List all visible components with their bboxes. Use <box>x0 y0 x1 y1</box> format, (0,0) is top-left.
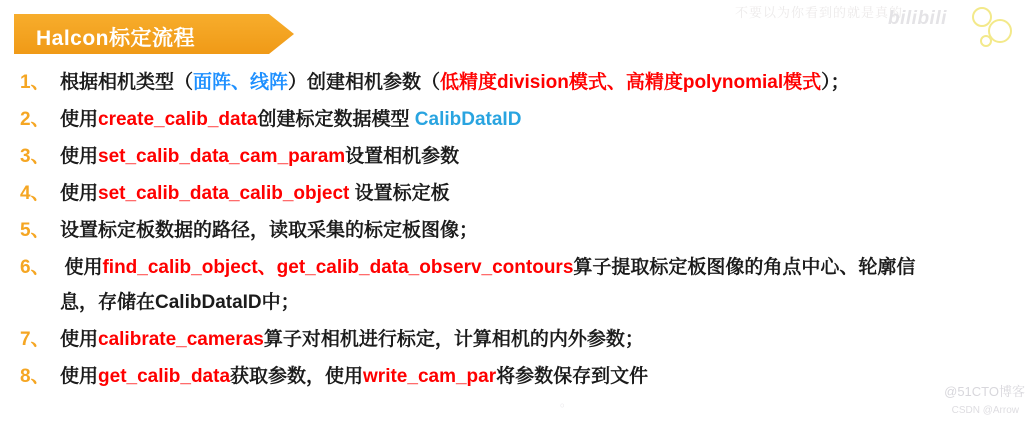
list-item-text: 根据相机类型（面阵、线阵）创建相机参数（低精度division模式、高精度polynomial模式）； <box>60 72 850 93</box>
list-item-text: 使用calibrate_cameras算子对相机进行标定，计算相机的内外参数； <box>60 329 644 350</box>
list-item-text: 设置标定板数据的路径，读取采集的标定板图像； <box>60 220 479 241</box>
list-item <box>20 360 1020 394</box>
list-item-number: 1、 <box>20 72 50 93</box>
list-item <box>20 66 1020 100</box>
list-item-continuation: 息，存储在CalibDataID中； <box>60 292 300 313</box>
list-item-number: 2、 <box>20 109 50 130</box>
list-item-number: 7、 <box>20 329 50 350</box>
list-item-number: 4、 <box>20 183 50 204</box>
list-item-number: 5、 <box>20 220 50 241</box>
list-item-number: 6、 <box>20 257 50 278</box>
list-item <box>20 177 1020 211</box>
list-item <box>20 214 1020 248</box>
list-item <box>20 251 1020 320</box>
csdn-watermark: CSDN @Arrow <box>951 405 1019 416</box>
list-item-text: 使用set_calib_data_calib_object 设置标定板 <box>60 183 450 204</box>
list-item-text: 使用set_calib_data_cam_param设置相机参数 <box>60 146 460 167</box>
bilibili-decoration-icon <box>968 5 1016 53</box>
list-item-text: 使用find_calib_object、get_calib_data_observ_contours算子提取标定板图像的角点中心、轮廓信 <box>64 257 916 278</box>
list-item <box>20 140 1020 174</box>
list-item-number: 3、 <box>20 146 50 167</box>
list-item-number: 8、 <box>20 366 50 387</box>
list-item-text: 使用create_calib_data创建标定数据模型 CalibDataID <box>60 109 522 130</box>
bilibili-watermark: bilibili <box>888 8 947 29</box>
cto-watermark: @51CTO博客 <box>944 384 1025 399</box>
steps-list <box>20 66 1020 397</box>
title-banner <box>14 14 294 54</box>
page-title: Halcon标定流程 <box>36 27 196 50</box>
stray-dot: 。 <box>560 395 573 409</box>
list-item <box>20 103 1020 137</box>
list-item <box>20 323 1020 357</box>
list-item-text: 使用get_calib_data获取参数，使用write_cam_par将参数保存到文件 <box>60 366 649 387</box>
watermark-top-text: 不要以为你看到的就是真的 <box>735 5 904 20</box>
